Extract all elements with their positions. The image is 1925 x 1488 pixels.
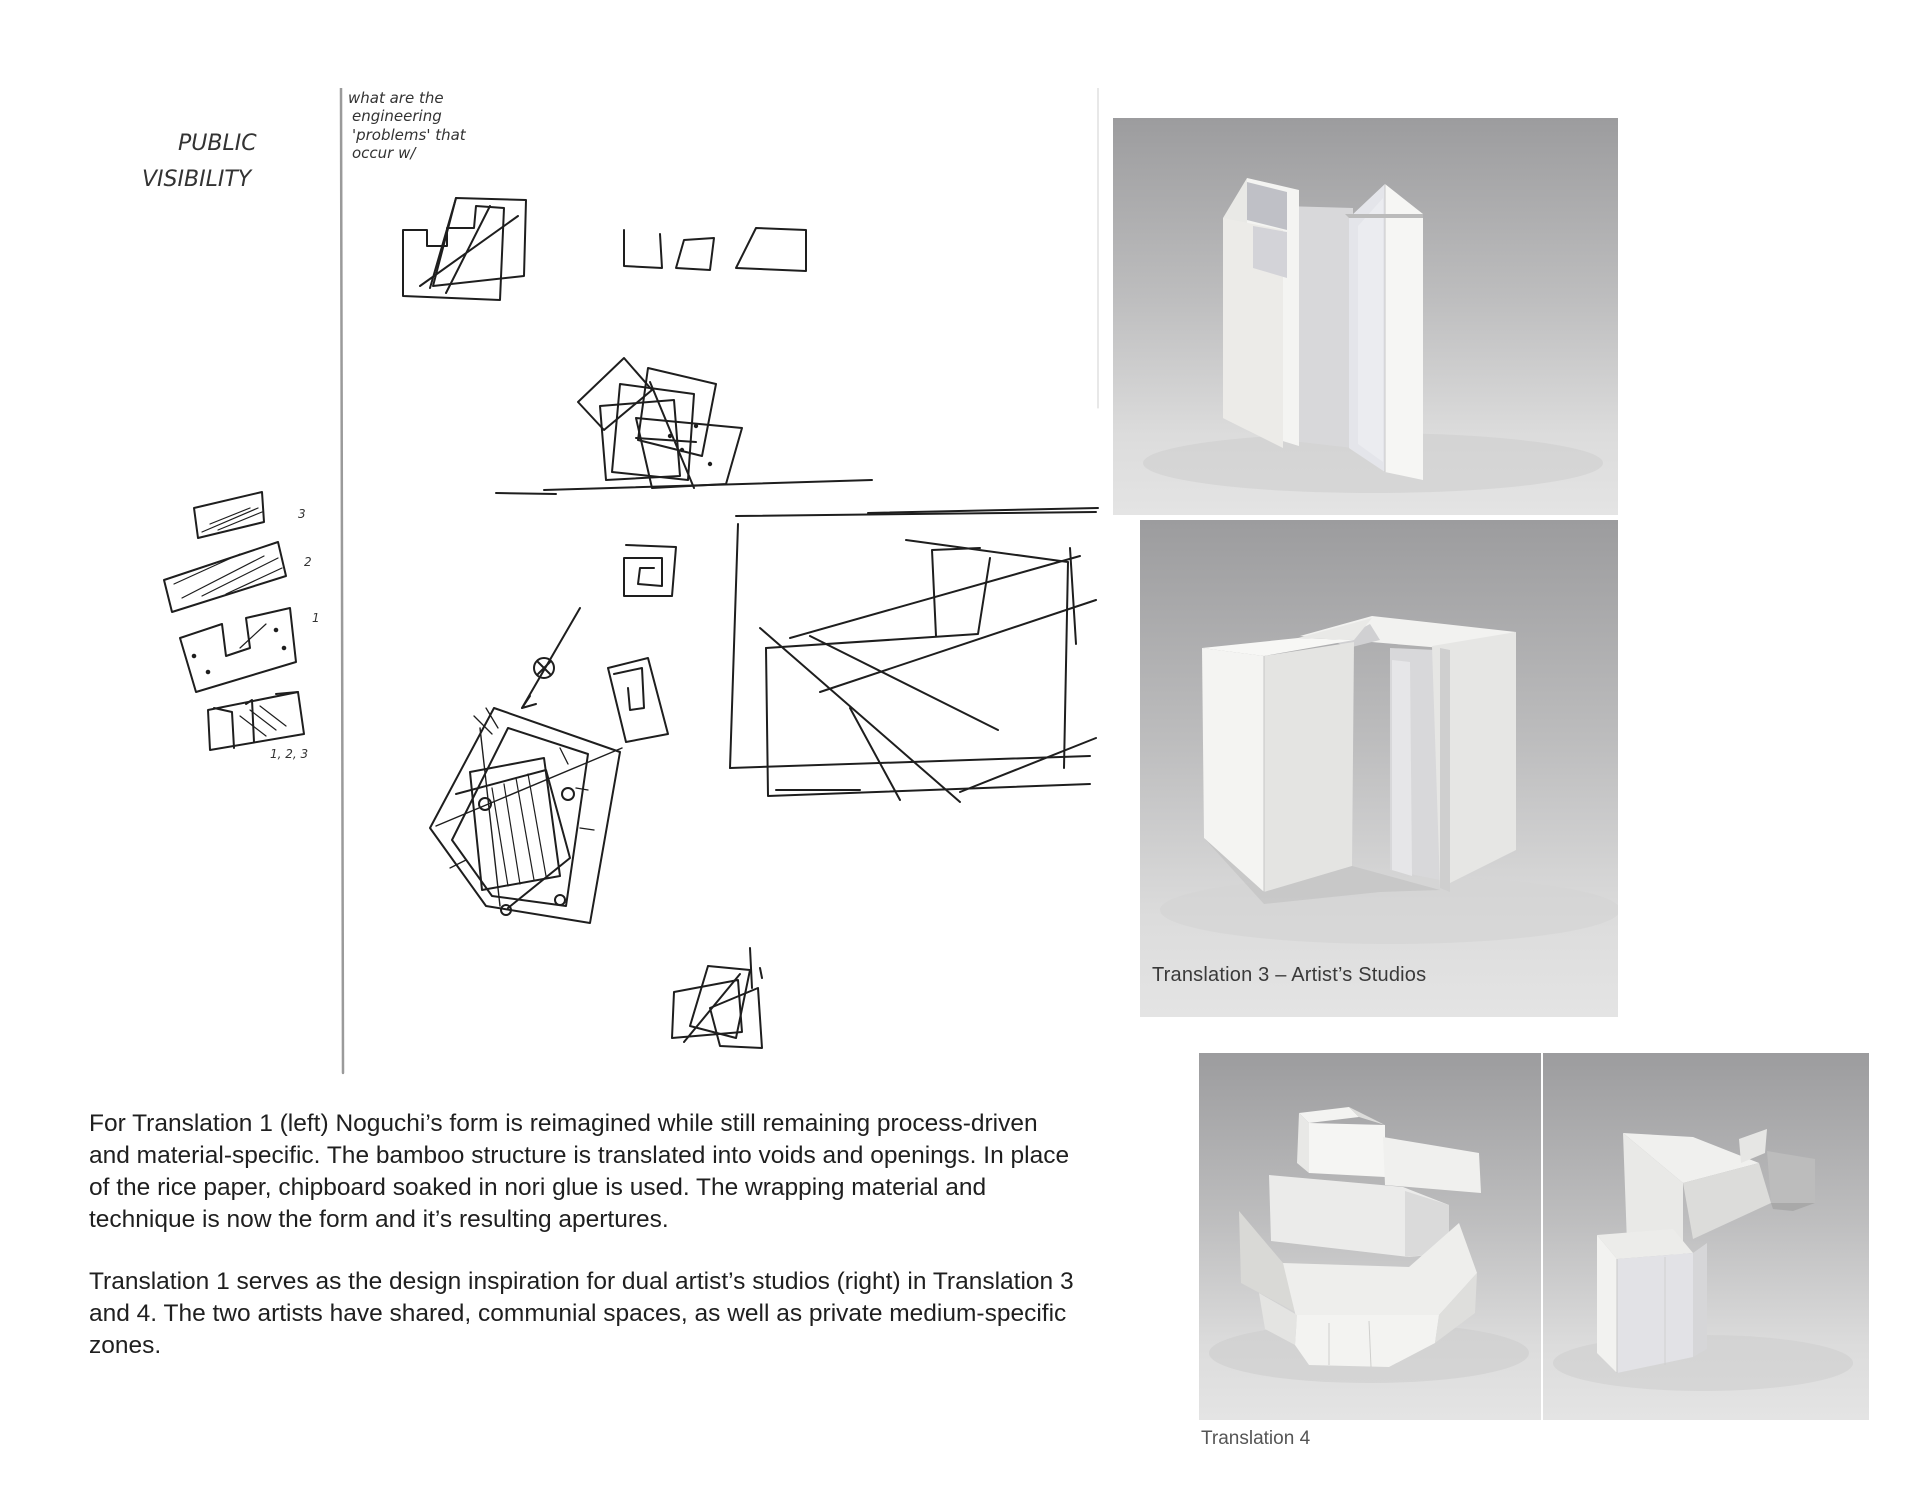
photo-translation-4-stacked (1199, 1053, 1541, 1420)
sketch-offset-planes (672, 948, 762, 1048)
photo-translation-4-cantilever (1543, 1053, 1869, 1420)
description-paragraph-1: For Translation 1 (left) Noguchi’s form is reimagined while still remaining process-driven and material-specific. The bamboo structure is translated into voids and openings. In place of the rice paper, chipboard soaked in nori glue is used. The wrapping material and technique is now the form and it’s resulting apertures. (89, 1110, 1070, 1233)
note-number-2: 2 (304, 555, 312, 569)
photo-translation-3-angle (1140, 520, 1618, 1017)
sketch-rotated-plan (430, 708, 622, 923)
sketch-layer-studies (164, 492, 320, 761)
description-text (89, 1108, 1079, 1392)
caption-translation-4: Translation 4 (1201, 1428, 1311, 1449)
paper-model-studios-a (1113, 118, 1618, 515)
note-question-line1: what are the (348, 89, 444, 107)
paper-model-studios-b (1140, 520, 1618, 1017)
photo-translation-3-front (1113, 118, 1618, 515)
note-public: PUBLIC (178, 131, 257, 156)
sketch-u-form (403, 198, 526, 300)
note-question-line4: occur w/ (352, 144, 416, 162)
paper-model-cantilever (1543, 1053, 1869, 1420)
description-paragraph-2: Translation 1 serves as the design inspiration for dual artist’s studios (right) in Translation 3 and 4. The two artists have shared, communial spaces, as well as private medium-specific zones. (89, 1268, 1074, 1359)
note-question-line2: engineering (352, 107, 442, 125)
note-number-1: 1 (312, 611, 320, 625)
sketch-axis-arrow (522, 608, 580, 708)
sketch-stacked-squares (578, 358, 742, 488)
sketch-frame-drawing (730, 512, 1096, 802)
note-number-3: 3 (298, 507, 306, 521)
caption-translation-3: Translation 3 – Artist’s Studios (1152, 964, 1427, 986)
note-question-line3: 'problems' that (352, 126, 466, 144)
sketch-drawings (90, 88, 1100, 1098)
note-visibility: VISIBILITY (142, 167, 252, 192)
sketchbook-page (90, 88, 1100, 1098)
sketchbook-spine (341, 88, 343, 1073)
paper-model-stacked (1199, 1053, 1541, 1420)
sketch-profiles (624, 228, 806, 271)
note-number-123: 1, 2, 3 (270, 747, 309, 761)
sketch-spirals (608, 545, 676, 742)
